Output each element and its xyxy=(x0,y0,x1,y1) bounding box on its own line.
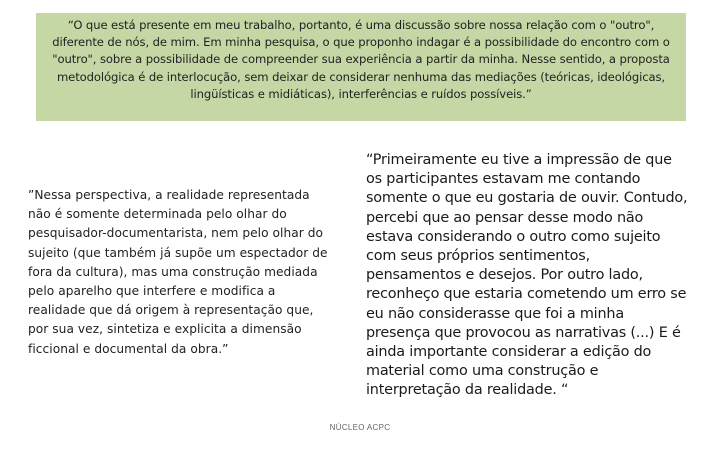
highlighted-quote-text: “O que está presente em meu trabalho, portanto, é uma discussão sobre nossa relação com o "outro", diferente de nós, de mim. Em minha pesquisa, o que proponho indagar é a possibilidade do encontro com o "outro", sobre a possibilidade de compreender sua experiência a partir da minha. Nesse sentido, a proposta metodológica é de interlocução, sem deixar de considerar nenhuma das mediações (teóricas, ideológicas, lingüísticas e midiáticas), interferências e ruídos possíveis.” xyxy=(52,18,670,101)
left-quote xyxy=(28,186,336,359)
right-quote-text: “Primeiramente eu tive a impressão de que os participantes estavam me contando somente o que eu gostaria de ouvir. Contudo, percebi que ao pensar desse modo não estava considerando o outro como sujeito com seus próprios sentimentos, pensamentos e desejos. Por outro lado, reconheço que estaria cometendo um erro se eu não considerasse que foi a minha presença que provocou as narrativas (...) E é ainda importante considerar a edição do material como uma construção e interpretação da realidade. “ xyxy=(366,152,688,399)
highlighted-quote-box xyxy=(36,13,686,121)
left-quote-text: ”Nessa perspectiva, a realidade representada não é somente determinada pelo olhar do pesquisador-documentarista, nem pelo olhar do sujeito (que também já supõe um espectador de fora da cultura), mas uma construção mediada pelo aparelho que interfere e modifica a realidade que dá origem à representação que, por sua vez, sintetiza e explicita a dimensão ficcional e documental da obra.” xyxy=(28,188,328,356)
footer-label: NÚCLEO ACPC xyxy=(329,423,391,432)
right-quote xyxy=(366,151,688,401)
